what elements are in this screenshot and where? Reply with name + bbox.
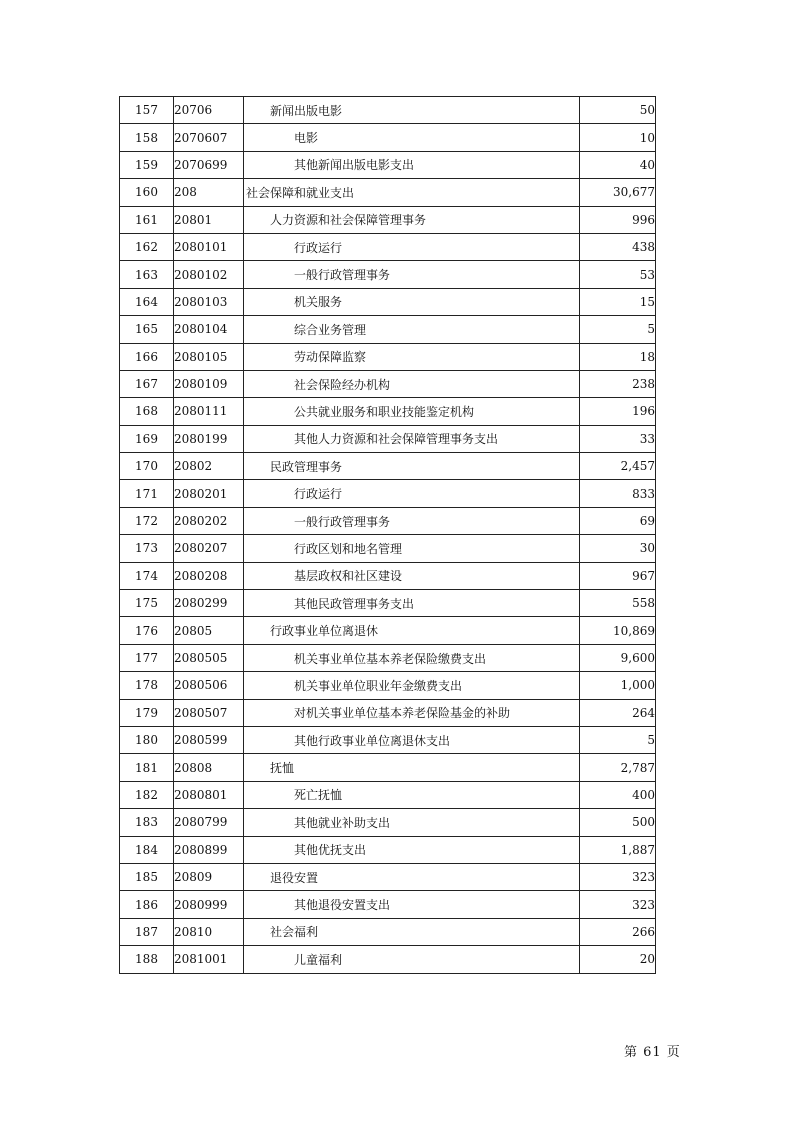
table-row xyxy=(120,343,656,370)
subject-name-cell: 其他就业补助支出 xyxy=(244,809,580,836)
row-index-cell: 170 xyxy=(120,453,174,480)
row-index-cell: 173 xyxy=(120,535,174,562)
amount-cell: 323 xyxy=(580,863,656,890)
subject-name-cell: 公共就业服务和职业技能鉴定机构 xyxy=(244,398,580,425)
subject-name-cell: 基层政权和社区建设 xyxy=(244,562,580,589)
subject-code-cell: 20810 xyxy=(174,918,244,945)
subject-name-cell: 儿童福利 xyxy=(244,946,580,973)
row-index-cell: 181 xyxy=(120,754,174,781)
amount-cell: 323 xyxy=(580,891,656,918)
subject-code-cell: 2080199 xyxy=(174,425,244,452)
subject-code-cell: 2080104 xyxy=(174,316,244,343)
row-index-cell: 182 xyxy=(120,781,174,808)
row-index-cell: 162 xyxy=(120,233,174,260)
amount-cell: 30,677 xyxy=(580,179,656,206)
amount-cell: 30 xyxy=(580,535,656,562)
amount-cell: 833 xyxy=(580,480,656,507)
amount-cell: 2,457 xyxy=(580,453,656,480)
row-index-cell: 175 xyxy=(120,590,174,617)
subject-code-cell: 20809 xyxy=(174,863,244,890)
amount-cell: 18 xyxy=(580,343,656,370)
subject-name-cell: 机关事业单位职业年金缴费支出 xyxy=(244,672,580,699)
subject-name-cell: 人力资源和社会保障管理事务 xyxy=(244,206,580,233)
subject-code-cell: 208 xyxy=(174,179,244,206)
subject-name-cell: 行政事业单位离退休 xyxy=(244,617,580,644)
subject-code-cell: 2080506 xyxy=(174,672,244,699)
amount-cell: 40 xyxy=(580,151,656,178)
subject-code-cell: 2080202 xyxy=(174,507,244,534)
row-index-cell: 178 xyxy=(120,672,174,699)
subject-name-cell: 行政运行 xyxy=(244,233,580,260)
row-index-cell: 157 xyxy=(120,97,174,124)
table-row xyxy=(120,480,656,507)
page-number: 第 61 页 xyxy=(624,1045,681,1060)
row-index-cell: 164 xyxy=(120,288,174,315)
table-row xyxy=(120,316,656,343)
subject-name-cell: 其他人力资源和社会保障管理事务支出 xyxy=(244,425,580,452)
table-row xyxy=(120,590,656,617)
subject-name-cell: 抚恤 xyxy=(244,754,580,781)
table-row xyxy=(120,672,656,699)
subject-name-cell: 民政管理事务 xyxy=(244,453,580,480)
row-index-cell: 167 xyxy=(120,370,174,397)
table-row xyxy=(120,206,656,233)
row-index-cell: 188 xyxy=(120,946,174,973)
subject-code-cell: 20802 xyxy=(174,453,244,480)
amount-cell: 266 xyxy=(580,918,656,945)
table-row xyxy=(120,535,656,562)
subject-code-cell: 2080799 xyxy=(174,809,244,836)
subject-code-cell: 2080102 xyxy=(174,261,244,288)
row-index-cell: 177 xyxy=(120,644,174,671)
row-index-cell: 180 xyxy=(120,726,174,753)
amount-cell: 15 xyxy=(580,288,656,315)
amount-cell: 33 xyxy=(580,425,656,452)
table-row xyxy=(120,453,656,480)
row-index-cell: 176 xyxy=(120,617,174,644)
table-row xyxy=(120,151,656,178)
subject-name-cell: 对机关事业单位基本养老保险基金的补助 xyxy=(244,699,580,726)
amount-cell: 5 xyxy=(580,726,656,753)
amount-cell: 9,600 xyxy=(580,644,656,671)
subject-code-cell: 2070699 xyxy=(174,151,244,178)
subject-code-cell: 2080999 xyxy=(174,891,244,918)
subject-name-cell: 其他退役安置支出 xyxy=(244,891,580,918)
table-row xyxy=(120,288,656,315)
amount-cell: 50 xyxy=(580,97,656,124)
subject-name-cell: 综合业务管理 xyxy=(244,316,580,343)
subject-code-cell: 2080599 xyxy=(174,726,244,753)
amount-cell: 238 xyxy=(580,370,656,397)
budget-table xyxy=(119,96,656,974)
table-row xyxy=(120,699,656,726)
amount-cell: 53 xyxy=(580,261,656,288)
table-row xyxy=(120,233,656,260)
amount-cell: 500 xyxy=(580,809,656,836)
subject-name-cell: 其他新闻出版电影支出 xyxy=(244,151,580,178)
subject-name-cell: 社会保障和就业支出 xyxy=(244,179,580,206)
table-row xyxy=(120,781,656,808)
amount-cell: 69 xyxy=(580,507,656,534)
subject-code-cell: 2080103 xyxy=(174,288,244,315)
subject-name-cell: 退役安置 xyxy=(244,863,580,890)
subject-code-cell: 2080101 xyxy=(174,233,244,260)
amount-cell: 5 xyxy=(580,316,656,343)
subject-code-cell: 2081001 xyxy=(174,946,244,973)
amount-cell: 264 xyxy=(580,699,656,726)
subject-code-cell: 2080109 xyxy=(174,370,244,397)
row-index-cell: 165 xyxy=(120,316,174,343)
subject-name-cell: 一般行政管理事务 xyxy=(244,507,580,534)
subject-name-cell: 社会保险经办机构 xyxy=(244,370,580,397)
row-index-cell: 159 xyxy=(120,151,174,178)
subject-name-cell: 死亡抚恤 xyxy=(244,781,580,808)
row-index-cell: 163 xyxy=(120,261,174,288)
subject-name-cell: 行政运行 xyxy=(244,480,580,507)
subject-code-cell: 20706 xyxy=(174,97,244,124)
amount-cell: 996 xyxy=(580,206,656,233)
row-index-cell: 171 xyxy=(120,480,174,507)
table-row xyxy=(120,370,656,397)
table-row xyxy=(120,836,656,863)
amount-cell: 400 xyxy=(580,781,656,808)
amount-cell: 558 xyxy=(580,590,656,617)
table-row xyxy=(120,425,656,452)
table-row xyxy=(120,754,656,781)
row-index-cell: 169 xyxy=(120,425,174,452)
subject-code-cell: 2080899 xyxy=(174,836,244,863)
subject-name-cell: 机关服务 xyxy=(244,288,580,315)
subject-code-cell: 2080207 xyxy=(174,535,244,562)
subject-code-cell: 20801 xyxy=(174,206,244,233)
row-index-cell: 183 xyxy=(120,809,174,836)
row-index-cell: 168 xyxy=(120,398,174,425)
row-index-cell: 161 xyxy=(120,206,174,233)
table-row xyxy=(120,261,656,288)
table-row xyxy=(120,726,656,753)
subject-name-cell: 社会福利 xyxy=(244,918,580,945)
row-index-cell: 185 xyxy=(120,863,174,890)
subject-code-cell: 2070607 xyxy=(174,124,244,151)
table-row xyxy=(120,97,656,124)
table-row xyxy=(120,562,656,589)
subject-name-cell: 机关事业单位基本养老保险缴费支出 xyxy=(244,644,580,671)
subject-code-cell: 2080105 xyxy=(174,343,244,370)
amount-cell: 438 xyxy=(580,233,656,260)
amount-cell: 20 xyxy=(580,946,656,973)
row-index-cell: 184 xyxy=(120,836,174,863)
row-index-cell: 187 xyxy=(120,918,174,945)
amount-cell: 10 xyxy=(580,124,656,151)
subject-code-cell: 2080201 xyxy=(174,480,244,507)
table-row xyxy=(120,946,656,973)
subject-code-cell: 20805 xyxy=(174,617,244,644)
subject-code-cell: 2080507 xyxy=(174,699,244,726)
amount-cell: 967 xyxy=(580,562,656,589)
table-row xyxy=(120,918,656,945)
subject-name-cell: 电影 xyxy=(244,124,580,151)
table-row xyxy=(120,617,656,644)
row-index-cell: 179 xyxy=(120,699,174,726)
row-index-cell: 172 xyxy=(120,507,174,534)
subject-name-cell: 新闻出版电影 xyxy=(244,97,580,124)
table-row xyxy=(120,398,656,425)
table-row xyxy=(120,863,656,890)
row-index-cell: 158 xyxy=(120,124,174,151)
subject-code-cell: 2080299 xyxy=(174,590,244,617)
row-index-cell: 166 xyxy=(120,343,174,370)
subject-name-cell: 行政区划和地名管理 xyxy=(244,535,580,562)
table-row xyxy=(120,809,656,836)
subject-code-cell: 20808 xyxy=(174,754,244,781)
subject-name-cell: 其他行政事业单位离退休支出 xyxy=(244,726,580,753)
amount-cell: 10,869 xyxy=(580,617,656,644)
subject-name-cell: 一般行政管理事务 xyxy=(244,261,580,288)
subject-name-cell: 其他民政管理事务支出 xyxy=(244,590,580,617)
amount-cell: 1,000 xyxy=(580,672,656,699)
subject-code-cell: 2080208 xyxy=(174,562,244,589)
table-row xyxy=(120,644,656,671)
row-index-cell: 160 xyxy=(120,179,174,206)
table-row xyxy=(120,124,656,151)
subject-name-cell: 其他优抚支出 xyxy=(244,836,580,863)
subject-name-cell: 劳动保障监察 xyxy=(244,343,580,370)
table-row xyxy=(120,507,656,534)
budget-table-body xyxy=(120,97,656,974)
amount-cell: 2,787 xyxy=(580,754,656,781)
table-row xyxy=(120,891,656,918)
subject-code-cell: 2080801 xyxy=(174,781,244,808)
subject-code-cell: 2080111 xyxy=(174,398,244,425)
row-index-cell: 186 xyxy=(120,891,174,918)
table-row xyxy=(120,179,656,206)
subject-code-cell: 2080505 xyxy=(174,644,244,671)
row-index-cell: 174 xyxy=(120,562,174,589)
amount-cell: 196 xyxy=(580,398,656,425)
amount-cell: 1,887 xyxy=(580,836,656,863)
